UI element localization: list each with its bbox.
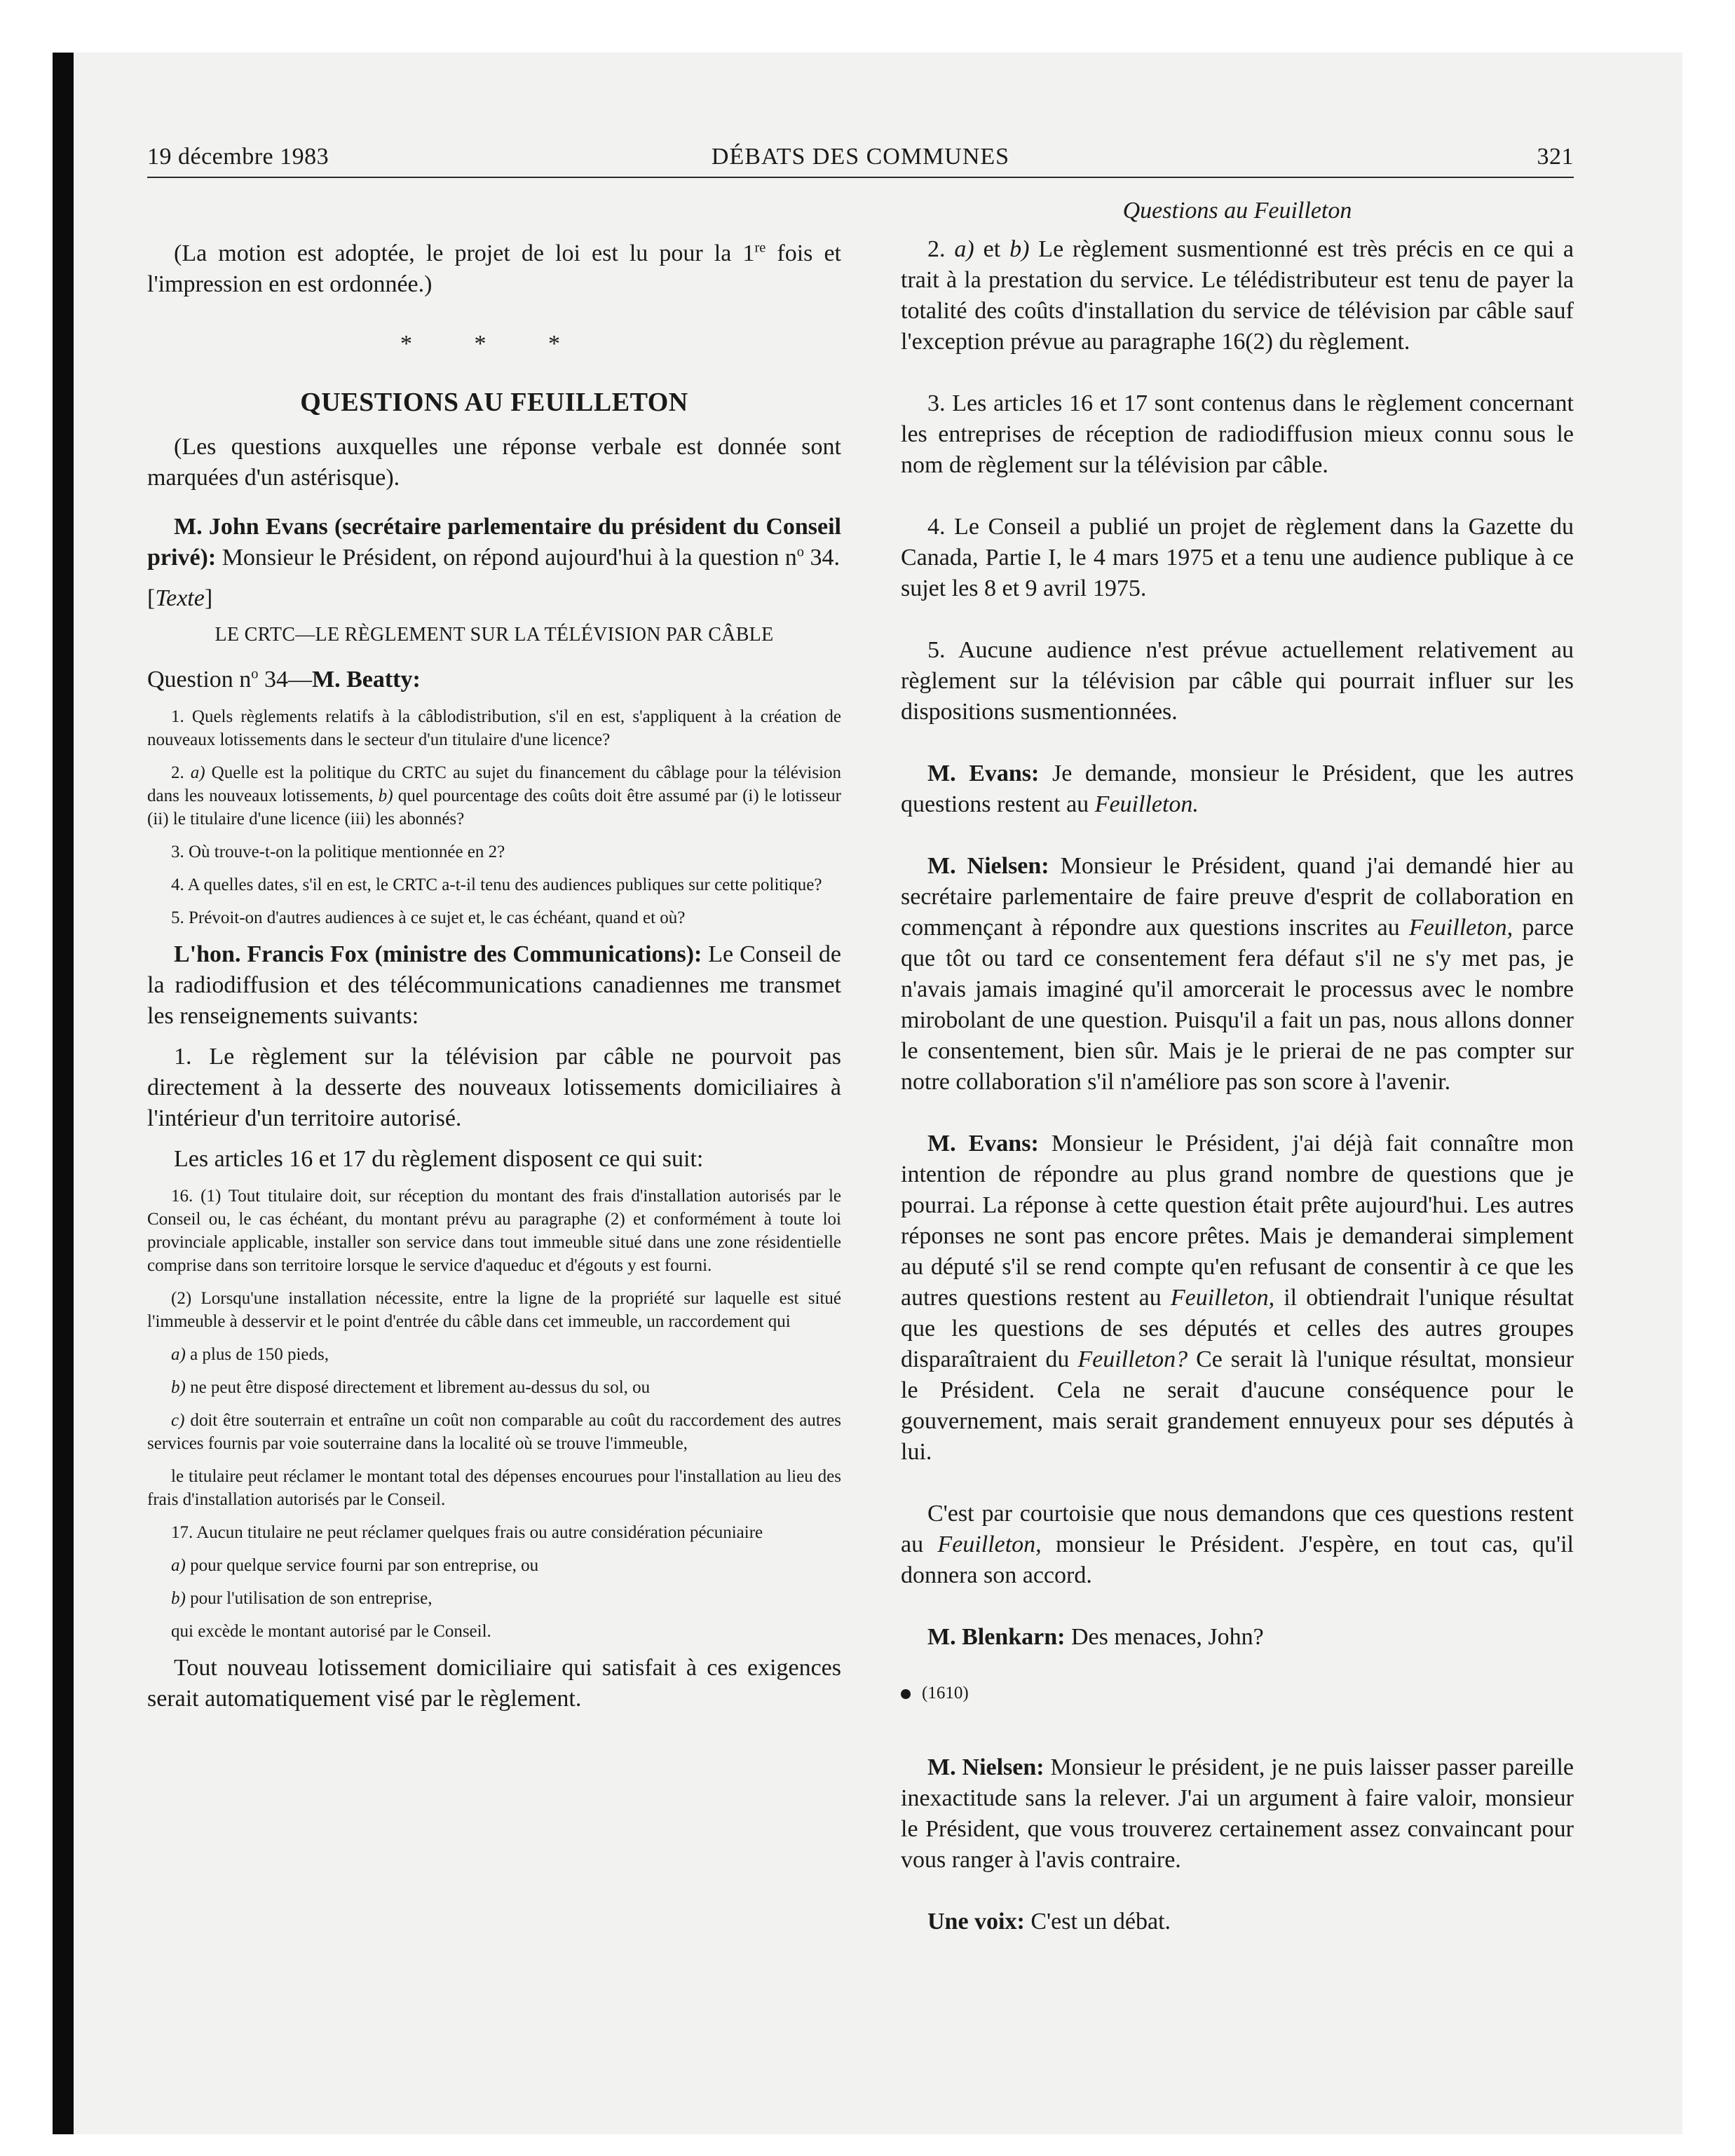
- ans2-text: Le règlement susmentionné est très précis en ce qui a trait à la prestation du service. Le télédistributeur est tenu de payer la totalité des coûts d'installation du service de télévision par câble sauf l'exception prévue au paragraphe 16(2) du règlement.: [901, 236, 1574, 355]
- art16-b-text: ne peut être disposé directement et librement au-dessus du sol, ou: [185, 1378, 651, 1397]
- speaker-nielsen: M. Nielsen:: [927, 853, 1049, 879]
- article-17: 17. Aucun titulaire ne peut réclamer quelques frais ou autre considération pécuniaire: [171, 1523, 763, 1542]
- evans3-text-2: monsieur le Président. J'espère, en tout cas, qu'il donnera son accord.: [901, 1531, 1574, 1588]
- question-item: 3. Où trouve-t-on la politique mentionnée en 2?: [171, 842, 505, 861]
- speaker-blenkarn: M. Blenkarn:: [927, 1624, 1066, 1650]
- q2-num: 2.: [171, 763, 191, 782]
- section-title: QUESTIONS AU FEUILLETON: [300, 388, 688, 417]
- blenkarn-remark: [901, 1622, 1574, 1653]
- evans-courtesy: [901, 1499, 1574, 1591]
- question-item-2: [147, 761, 841, 831]
- header-page-number: 321: [1537, 144, 1574, 170]
- fox-answer-intro: [147, 939, 841, 1032]
- answer-5: 5. Aucune audience n'est prévue actuellement relativement au règlement sur la télévision par câble qui pourrait influer sur les dispositions susmentionnées.: [901, 637, 1574, 725]
- evans-request: [901, 758, 1574, 820]
- question-line: [147, 664, 841, 695]
- art17-b-label: b): [171, 1589, 186, 1608]
- speaker-evans: M. Evans:: [927, 760, 1040, 786]
- q2-b-label: b): [378, 786, 393, 805]
- evans2-text-3: Ce serait là l'unique résultat, monsieur le Président. Cela ne serait d'aucune conséquence pour le gouvernement, mais serait grandement ennuyeux pour ses députés à lui.: [901, 1346, 1574, 1465]
- evans2-italic-2: Feuilleton?: [1077, 1346, 1188, 1372]
- article-17-b: [147, 1587, 841, 1610]
- fox-text: Le Conseil de la radiodiffusion et des télécommunications canadiennes me transmet les renseignements suivants:: [147, 941, 841, 1029]
- evans-reply: [901, 1128, 1574, 1468]
- speaker-evans: M. Evans:: [927, 1131, 1039, 1157]
- speaker-evans: M. John Evans (secrétaire parlementaire du président du Conseil privé):: [147, 514, 841, 571]
- motion-text: (La motion est adoptée, le projet de loi est lu pour la 1: [174, 240, 755, 266]
- blenkarn-text: Des menaces, John?: [1065, 1624, 1264, 1650]
- question-item: 4. A quelles dates, s'il en est, le CRTC a-t-il tenu des audiences publiques sur cette politique?: [171, 875, 822, 894]
- art17-a-label: a): [171, 1556, 186, 1575]
- q2-a-label: a): [190, 763, 205, 782]
- q2-text-1: Quelle est la politique du CRTC au sujet du financement du câblage pour la télévision dans les nouveaux lotissements,: [147, 763, 842, 805]
- nielsen-remark: [901, 851, 1574, 1098]
- nielsen1-italic: Feuilleton,: [1408, 915, 1513, 941]
- articles-intro: Les articles 16 et 17 du règlement disposent ce qui suit:: [174, 1146, 704, 1172]
- section-separator: * * *: [400, 331, 588, 357]
- article-16-a: [147, 1343, 841, 1366]
- evans-text-end: 34.: [803, 545, 840, 571]
- evans-text: Monsieur le Président, on répond aujourd'hui à la question n: [216, 545, 797, 571]
- texte-label: Texte: [155, 585, 205, 611]
- speaker-voice: Une voix:: [927, 1909, 1025, 1935]
- nielsen1-text-1: Monsieur le Président, quand j'ai demandé hier au secrétaire parlementaire de faire preuve d'esprit de collaboration en commençant à répondre aux questions inscrites au: [901, 853, 1574, 941]
- running-head: Questions au Feuilleton: [1122, 198, 1352, 224]
- article-16-1: 16. (1) Tout titulaire doit, sur réception du montant des frais d'installation autorisés par le Conseil ou, le cas échéant, du montant prévu au paragraphe (2) et conformément à toute loi provinciale applicable, installer son service dans tout immeuble situé dans une zone résidentielle comprise dans son territoire lorsque le service d'aqueduc et d'égouts y est fourni.: [147, 1187, 841, 1275]
- article-16-2: (2) Lorsqu'une installation nécessite, entre la ligne de la propriété sur laquelle est situé l'immeuble à desservir et le point d'entrée du câble dans cet immeuble, un raccordement qui: [147, 1289, 841, 1331]
- article-17-end: qui excède le montant autorisé par le Conseil.: [171, 1622, 491, 1641]
- article-16-c: [147, 1409, 841, 1455]
- question-number: 34—: [258, 667, 312, 692]
- question-sup: o: [251, 666, 259, 682]
- header-rule: [147, 177, 1574, 178]
- header-title: DÉBATS DES COMMUNES: [711, 144, 1010, 170]
- ans2-a-label: a): [954, 236, 974, 262]
- evans-sup: o: [796, 544, 804, 560]
- article-17-a: [147, 1554, 841, 1577]
- bullet-dot: [901, 1689, 911, 1699]
- answer-4: 4. Le Conseil a publié un projet de règlement dans la Gazette du Canada, Partie I, le 4 mars 1975 et a tenu une audience publique à ce sujet les 8 et 9 avril 1975.: [901, 514, 1574, 601]
- nielsen-rebuttal: [901, 1752, 1574, 1876]
- ans2-et: et: [974, 236, 1010, 262]
- evans2-italic-1: Feuilleton,: [1170, 1285, 1275, 1311]
- ans2-b-label: b): [1009, 236, 1030, 262]
- answer-1: 1. Le règlement sur la télévision par câble ne pourvoit pas directement à la desserte des nouveaux lotissements domiciliaires à l'intérieur d'un territoire autorisé.: [147, 1044, 841, 1131]
- timestamp: [901, 1684, 1574, 1703]
- art16-a-label: a): [171, 1345, 186, 1364]
- evans-intro: [147, 512, 841, 573]
- article-16-b: [147, 1376, 841, 1399]
- nielsen1-text-2: parce que tôt ou tard ce consentement fera défaut s'il ne s'y met pas, je n'avais jamais imaginé qu'il amorcerait le processus avec le nombre mirobolant de une question. Puisqu'il a fait un pas, nous allons donner le consentement, bien sûr. Mais je le prierai de ne pas compter sur notre collaboration s'il n'améliore pas son score à l'avenir.: [901, 915, 1574, 1095]
- art16-c-text: doit être souterrain et entraîne un coût non comparable au coût du raccordement des autres services fournis par voie souterraine dans la localité où se trouve l'immeuble,: [147, 1411, 841, 1453]
- q2-text-2: quel pourcentage des coûts doit être assumé par (i) le lotisseur (ii) le titulaire d'une licence (iii) les abonnés?: [147, 786, 841, 828]
- left-column: [147, 198, 841, 1714]
- answer-2: [901, 234, 1574, 357]
- right-column: [901, 198, 1574, 1937]
- question-member: M. Beatty:: [311, 667, 421, 692]
- evans3-italic: Feuilleton,: [937, 1531, 1042, 1557]
- question-item: 1. Quels règlements relatifs à la câblodistribution, s'il en est, s'appliquent à la création de nouveaux lotissements dans le secteur d'un titulaire d'une licence?: [147, 707, 841, 749]
- evans1-text: Je demande, monsieur le Président, que les autres questions restent au: [901, 760, 1574, 817]
- speaker-nielsen: M. Nielsen:: [927, 1754, 1045, 1780]
- texte-close: ]: [204, 585, 213, 611]
- evans2-text-2: il obtiendrait l'unique résultat que les questions de ses députés et celles des autres groupes disparaîtraient du: [901, 1285, 1574, 1372]
- art16-a-text: a plus de 150 pieds,: [185, 1345, 329, 1364]
- answer-3: 3. Les articles 16 et 17 sont contenus dans le règlement concernant les entreprises de réception de radiodiffusion mieux connu sous le nom de règlement sur la télévision par câble.: [901, 390, 1574, 478]
- binding-edge: [53, 53, 74, 2134]
- header-date: 19 décembre 1983: [147, 144, 329, 170]
- voice-text: C'est un débat.: [1024, 1909, 1171, 1935]
- texte-marker: [147, 583, 841, 614]
- closing-paragraph: Tout nouveau lotissement domiciliaire qui satisfait à ces exigences serait automatiquement visé par le règlement.: [147, 1655, 841, 1712]
- voice-interjection: [901, 1906, 1574, 1937]
- art16-b-label: b): [171, 1378, 186, 1397]
- motion-adopted: [147, 238, 841, 300]
- motion-text-end: fois et l'impression en est ordonnée.): [147, 240, 841, 297]
- art17-b-text: pour l'utilisation de son entreprise,: [185, 1589, 433, 1608]
- texte-open: [: [147, 585, 156, 611]
- art17-a-text: pour quelque service fourni par son entreprise, ou: [185, 1556, 539, 1575]
- article-16-end: le titulaire peut réclamer le montant total des dépenses encourues pour l'installation au lieu des frais d'installation autorisés par le Conseil.: [147, 1467, 841, 1509]
- question-item: 5. Prévoit-on d'autres audiences à ce sujet et, le cas échéant, quand et où?: [171, 908, 686, 927]
- page-header: [147, 144, 1574, 180]
- evans1-italic: Feuilleton.: [1094, 791, 1199, 817]
- question-prefix: Question n: [147, 667, 252, 692]
- evans3-text-1: C'est par courtoisie que nous demandons que ces questions restent au: [901, 1501, 1574, 1557]
- evans2-text-1: Monsieur le Président, j'ai déjà fait connaître mon intention de répondre au plus grand nombre de questions que je pourrai. La réponse à cette question était prête aujourd'hui. Les autres réponses ne sont pas encore prêtes. Mais je demanderai simplement au député s'il se rend compte qu'en refusant de consentir à ce que les autres questions restent au: [901, 1131, 1574, 1311]
- ans2-num: 2.: [927, 236, 955, 262]
- art16-c-label: c): [171, 1411, 185, 1430]
- speaker-fox: L'hon. Francis Fox (ministre des Communications):: [174, 941, 702, 967]
- nielsen2-text: Monsieur le président, je ne puis laisser passer pareille inexactitude sans la relever. J'ai un argument à faire valoir, monsieur le Président, que vous trouverez certainement assez convaincant pour vous ranger à l'avis contraire.: [901, 1754, 1574, 1873]
- timestamp-text: (1610): [922, 1684, 969, 1703]
- section-note: (Les questions auxquelles une réponse verbale est donnée sont marquées d'un astérisque).: [147, 434, 841, 491]
- motion-sup: re: [754, 240, 766, 256]
- subheading: LE CRTC—LE RÈGLEMENT SUR LA TÉLÉVISION PAR CÂBLE: [215, 624, 774, 646]
